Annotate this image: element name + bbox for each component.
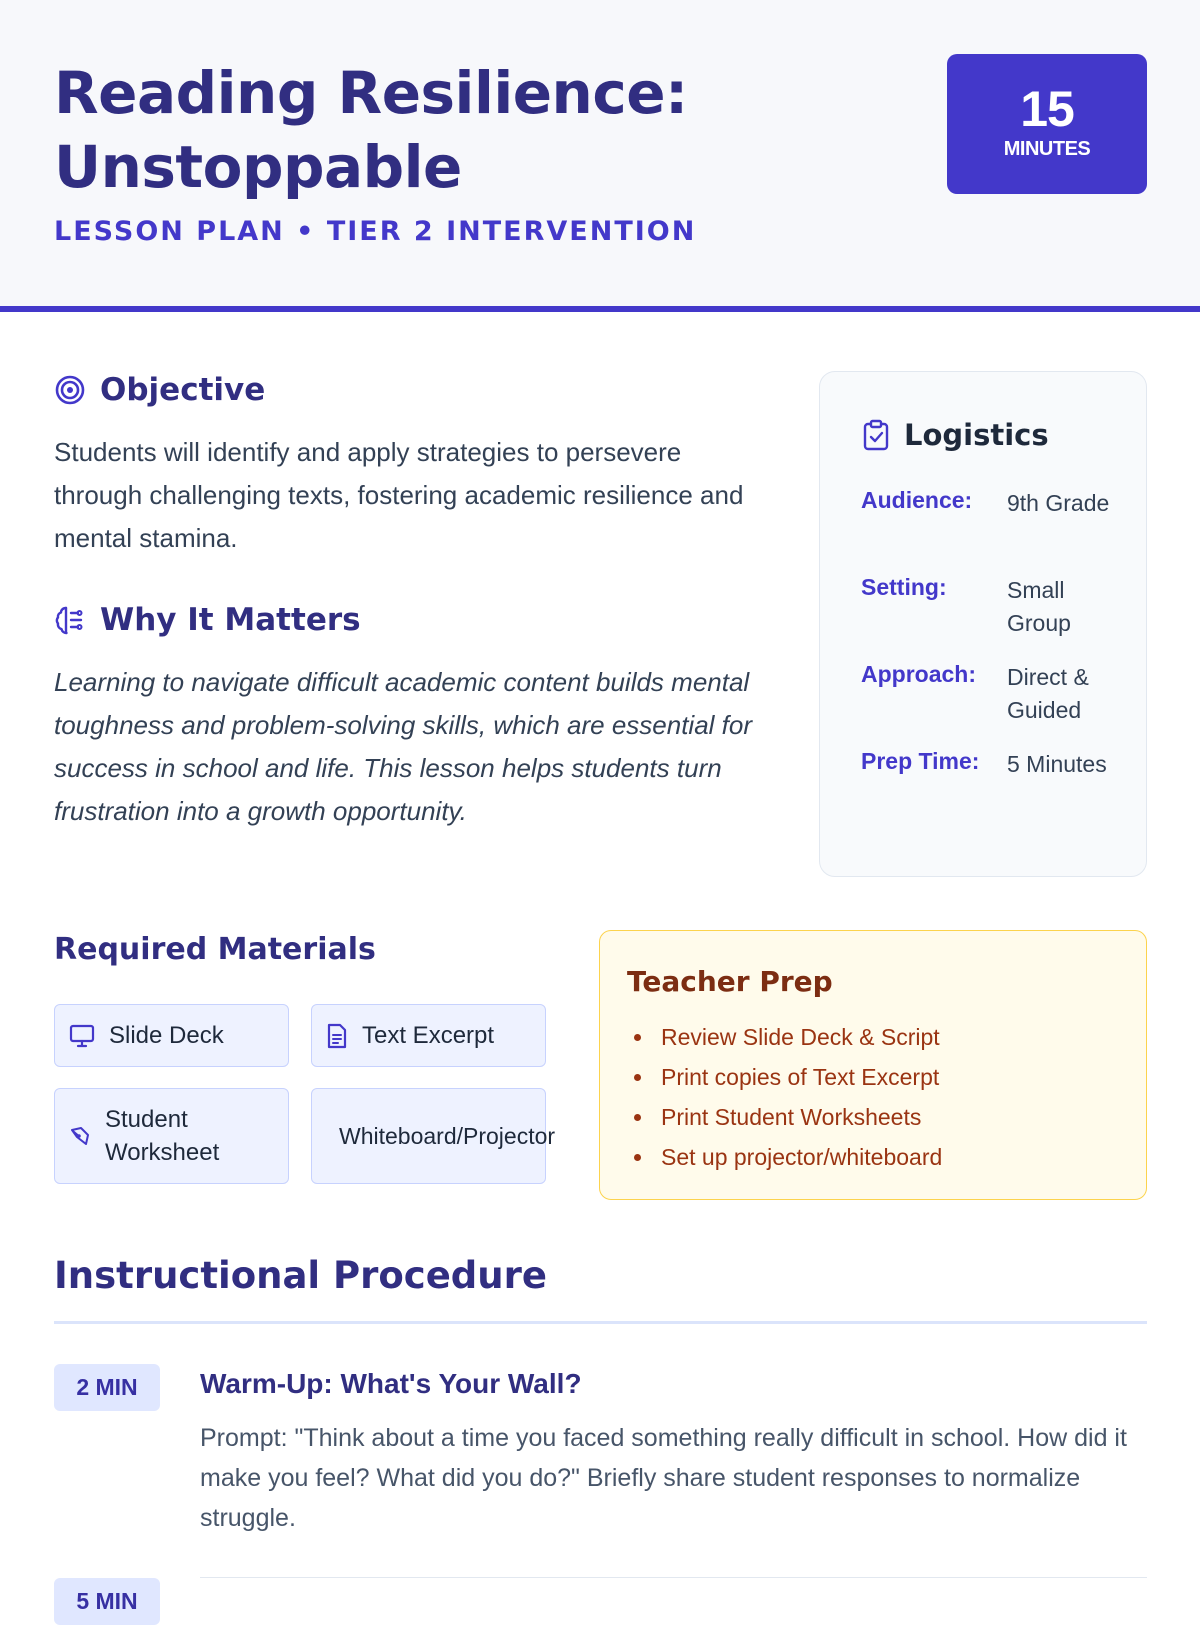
logistics-value: Direct & Guided [1007, 664, 1089, 723]
document-icon [326, 1023, 348, 1049]
logistics-label: Prep Time: [861, 748, 980, 774]
logistics-heading [862, 418, 1049, 452]
material-item-slide-deck [54, 1004, 289, 1067]
logistics-label: Audience: [861, 487, 973, 513]
page-header [0, 0, 1200, 312]
logistics-label: Approach: [861, 661, 976, 687]
material-item-text-excerpt [311, 1004, 546, 1067]
list-item: Print copies of Text Excerpt [634, 1057, 942, 1097]
procedure-divider [54, 1321, 1147, 1324]
page-title: Reading Resilience: Unstoppable [54, 59, 688, 201]
page-subtitle: LESSON PLAN • TIER 2 INTERVENTION [54, 216, 697, 247]
clipboard-check-icon [862, 419, 890, 451]
material-item-whiteboard-projector [311, 1088, 556, 1184]
objective-heading-label: Objective [100, 372, 266, 408]
logistics-value: 5 Minutes [1007, 751, 1107, 777]
teacher-prep-heading: Teacher Prep [627, 965, 833, 998]
why-heading-label: Why It Matters [100, 602, 361, 638]
duration-value: 15 [1020, 81, 1074, 137]
material-label: Student Worksheet [105, 1106, 220, 1166]
step-time-badge: 5 MIN [54, 1578, 160, 1625]
list-item: Print Student Worksheets [634, 1097, 942, 1137]
teacher-prep-list [634, 1017, 942, 1177]
duration-unit: MINUTES [1003, 138, 1091, 160]
pen-icon [69, 1125, 91, 1147]
step-description: Prompt: "Think about a time you faced something really difficult in school. How did it make you feel? What did you do?" Briefly share student responses to normalize struggle. [200, 1424, 1127, 1532]
objective-heading [54, 372, 265, 408]
monitor-icon [69, 1024, 95, 1048]
why-heading [54, 602, 361, 638]
objective-text: Students will identify and apply strategies to persevere through challenging texts, fostering academic resilience and mental stamina. [54, 437, 744, 553]
step-divider [200, 1577, 1147, 1578]
material-label: Text Excerpt [362, 1022, 495, 1049]
why-text: Learning to navigate difficult academic content builds mental toughness and problem-solving skills, which are essential for success in school and life. This lesson helps students turn frustration into a growth opportunity. [54, 667, 753, 826]
duration-badge [947, 54, 1147, 194]
material-label: Slide Deck [109, 1022, 224, 1049]
teacher-prep-card [599, 930, 1147, 1200]
logistics-heading-label: Logistics [904, 418, 1049, 452]
materials-heading: Required Materials [54, 932, 376, 967]
logistics-label: Setting: [861, 574, 947, 600]
step-title: Warm-Up: What's Your Wall? [200, 1368, 582, 1399]
logistics-card [819, 371, 1147, 877]
list-item: Review Slide Deck & Script [634, 1017, 942, 1057]
brain-icon [54, 604, 86, 636]
target-icon [54, 374, 86, 406]
material-item-student-worksheet [54, 1088, 289, 1184]
list-item: Set up projector/whiteboard [634, 1137, 942, 1177]
logistics-value: Small Group [1007, 577, 1071, 636]
procedure-heading: Instructional Procedure [54, 1254, 547, 1297]
material-label: Whiteboard/Projector [339, 1122, 556, 1149]
logistics-value: 9th Grade [1007, 490, 1110, 516]
step-time-badge: 2 MIN [54, 1364, 160, 1411]
